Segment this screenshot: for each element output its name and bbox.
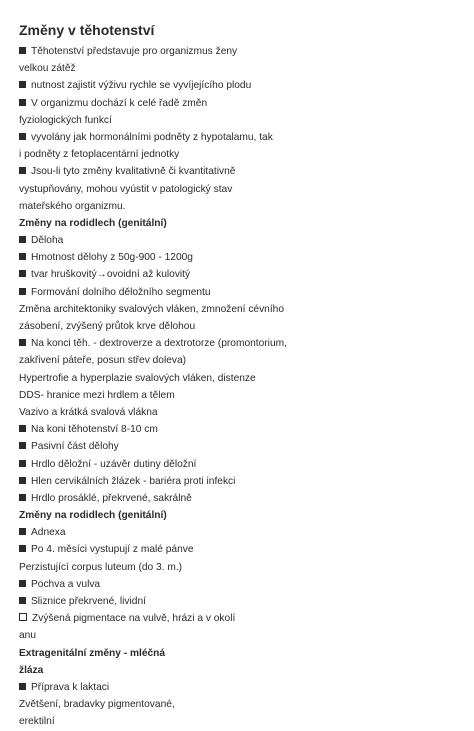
line-text: Extragenitální změny - mléčná: [19, 647, 166, 659]
text-line: [19, 524, 459, 541]
line-text: Adnexa: [31, 527, 66, 539]
text-line: [19, 60, 459, 77]
square-bullet-icon: [19, 597, 26, 604]
text-line: [19, 232, 459, 249]
text-line: [19, 284, 459, 301]
line-text: erektilní: [19, 716, 55, 728]
document-body: [19, 43, 459, 731]
line-text: Zvýšená pigmentace na vulvě, hrázi a v okolí: [32, 613, 236, 625]
square-bullet-icon: [19, 460, 26, 467]
text-line: [19, 266, 459, 283]
text-line: [19, 456, 459, 473]
square-bullet-icon: [19, 580, 26, 587]
square-bullet-icon: [19, 425, 26, 432]
text-line: [19, 404, 459, 421]
text-line: [19, 198, 459, 215]
text-line: [19, 181, 459, 198]
section-heading: [19, 507, 459, 524]
text-line: [19, 387, 459, 404]
line-text: Změny na rodidlech (genitální): [19, 217, 167, 229]
square-bullet-icon: [19, 99, 26, 106]
line-text: Příprava k laktaci: [31, 681, 110, 693]
document-title: Změny v těhotenství: [19, 22, 155, 38]
line-text: i podněty z fetoplacentární jednotky: [19, 149, 180, 161]
line-text: velkou zátěž: [19, 63, 76, 75]
line-text: Na koni těhotenství 8-10 cm: [31, 424, 158, 436]
square-bullet-icon: [19, 81, 26, 88]
line-text: Jsou-li tyto změny kvalitativně či kvantitativně: [31, 166, 236, 178]
line-text: Perzistující corpus luteum (do 3. m.): [19, 561, 183, 573]
line-text: Hmotnost dělohy z 50g-900 - 1200g: [31, 252, 193, 264]
line-text: Těhotenství představuje pro organizmus ženy: [31, 46, 238, 57]
line-text: vyvolány jak hormonálními podněty z hypotalamu, tak: [31, 131, 273, 143]
text-line: [19, 77, 459, 94]
text-line: [19, 301, 459, 318]
square-bullet-icon: [19, 253, 26, 260]
text-line: [19, 335, 459, 352]
line-text: zásobení, zvýšený průtok krve dělohou: [19, 321, 196, 332]
section-heading: [19, 215, 459, 232]
square-bullet-icon: [19, 270, 26, 277]
line-text: Vazivo a krátká svalová vlákna: [19, 406, 158, 418]
line-text: Zvětšení, bradavky pigmentované,: [19, 699, 175, 711]
line-text: Pochva a vulva: [31, 578, 101, 590]
square-bullet-icon: [19, 545, 26, 552]
line-text: Formování dolního děložního segmentu: [31, 286, 211, 298]
line-text: Sliznice překrvené, lividní: [31, 596, 146, 607]
text-line: [19, 713, 459, 730]
text-line: [19, 370, 459, 387]
text-line: [19, 559, 459, 576]
square-bullet-icon: [19, 494, 26, 501]
text-line: [19, 318, 459, 335]
line-text: žláza: [19, 664, 44, 676]
line-text: V organizmu dochází k celé řadě změn: [31, 97, 208, 109]
line-text: mateřského organizmu.: [19, 200, 126, 212]
text-line: [19, 696, 459, 713]
text-line: [19, 438, 459, 455]
square-bullet-icon: [19, 442, 26, 449]
text-line: [19, 490, 459, 507]
line-text: vystupňovány, mohou vyústit v patologický stav: [19, 183, 233, 195]
square-bullet-icon: [19, 167, 26, 174]
square-bullet-icon: [19, 339, 26, 346]
square-bullet-icon: [19, 47, 26, 54]
section-heading: [19, 645, 459, 662]
text-line: [19, 576, 459, 593]
square-bullet-icon: [19, 133, 26, 140]
text-line: [19, 610, 459, 627]
text-line: [19, 43, 459, 60]
square-bullet-icon: [19, 683, 26, 690]
square-bullet-icon: [19, 477, 26, 484]
line-text: Hypertrofie a hyperplazie svalových vláken, distenze: [19, 372, 256, 384]
text-line: [19, 421, 459, 438]
text-line: [19, 129, 459, 146]
text-line: [19, 249, 459, 266]
line-text: DDS- hranice mezi hrdlem a tělem: [19, 389, 175, 401]
hollow-square-bullet-icon: [19, 613, 27, 621]
square-bullet-icon: [19, 528, 26, 535]
section-heading: [19, 662, 459, 679]
line-text: Pasivní část dělohy: [31, 441, 119, 453]
line-text: tvar hruškovitý→ovoidní až kulovitý: [31, 269, 191, 281]
line-text: Hrdlo prosáklé, překrvené, sakrálně: [31, 492, 192, 504]
line-text: nutnost zajistit výživu rychle se vyvíjejícího plodu: [31, 80, 252, 92]
text-line: [19, 163, 459, 180]
line-text: Na konci těh. - dextroverze a dextrotorze (promontorium,: [31, 338, 287, 350]
text-line: [19, 679, 459, 696]
square-bullet-icon: [19, 236, 26, 243]
text-line: [19, 593, 459, 610]
line-text: Změna architektoniky svalových vláken, zmnožení cévního: [19, 303, 284, 315]
line-text: Hrdlo děložní - uzávěr dutiny děložní: [31, 458, 197, 470]
text-line: [19, 146, 459, 163]
line-text: Po 4. měsíci vystupují z malé pánve: [31, 544, 194, 556]
text-line: [19, 473, 459, 490]
line-text: Děloha: [31, 235, 64, 247]
line-text: Změny na rodidlech (genitální): [19, 510, 167, 522]
line-text: fyziologických funkcí: [19, 114, 112, 126]
text-line: [19, 95, 459, 112]
text-line: [19, 352, 459, 369]
text-line: [19, 112, 459, 129]
line-text: zakřivení páteře, posun střev doleva): [19, 355, 187, 367]
text-line: [19, 627, 459, 644]
line-text: Hlen cervikálních žlázek - bariéra proti infekci: [31, 475, 236, 487]
square-bullet-icon: [19, 288, 26, 295]
line-text: anu: [19, 630, 36, 642]
text-line: [19, 541, 459, 558]
